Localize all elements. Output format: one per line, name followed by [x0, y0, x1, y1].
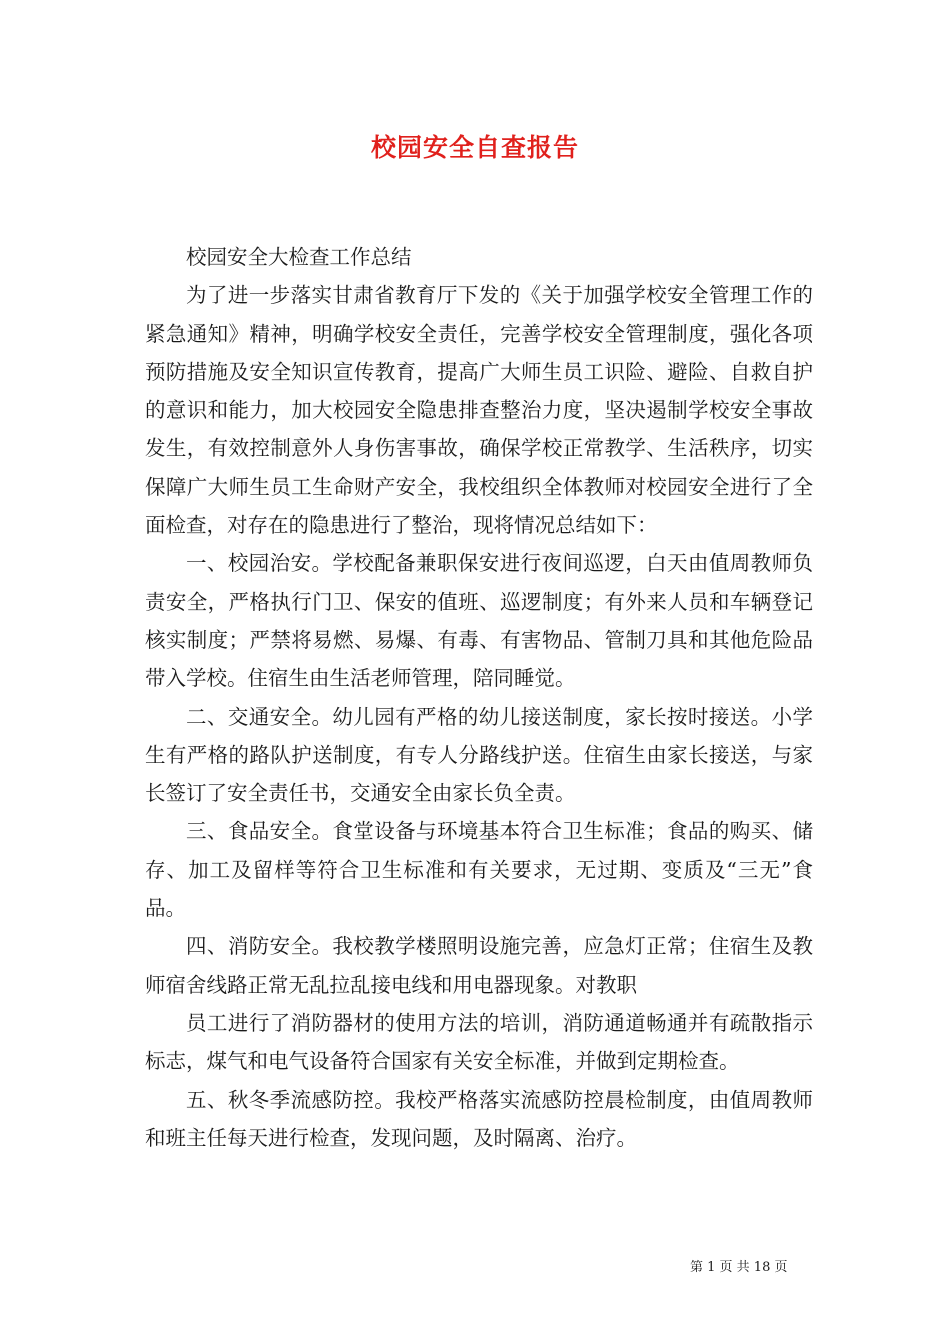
document-body [145, 238, 813, 1157]
paragraph-campus-security: 一、校园治安。学校配备兼职保安进行夜间巡逻，白天由值周教师负责安全，严格执行门卫、保安的值班、巡逻制度；有外来人员和车辆登记核实制度；严禁将易燃、易爆、有毒、有害物品、管制刀具和其他危险品带入学校。住宿生由生活老师管理，陪同睡觉。 [145, 551, 813, 691]
page-number: 第 1 页 共 18 页 [690, 1260, 788, 1275]
document-title: 校园安全自查报告 [370, 133, 579, 162]
paragraph-food-safety: 三、食品安全。食堂设备与环境基本符合卫生标准；食品的购买、储存、加工及留样等符合卫生标准和有关要求，无过期、变质及“三无”食品。 [145, 819, 813, 921]
paragraph-traffic-safety: 二、交通安全。幼儿园有严格的幼儿接送制度，家长按时接送。小学生有严格的路队护送制度，有专人分路线护送。住宿生由家长接送，与家长签订了安全责任书，交通安全由家长负全责。 [145, 704, 813, 806]
document-subtitle: 校园安全大检查工作总结 [186, 245, 412, 269]
paragraph-fire-safety: 四、消防安全。我校教学楼照明设施完善，应急灯正常；住宿生及教师宿舍线路正常无乱拉乱接电线和用电器现象。对教职 [145, 934, 813, 997]
paragraph-fire-safety-continued: 员工进行了消防器材的使用方法的培训，消防通道畅通并有疏散指示标志，煤气和电气设备符合国家有关安全标准，并做到定期检查。 [145, 1010, 813, 1074]
paragraph-flu-prevention: 五、秋冬季流感防控。我校严格落实流感防控晨检制度，由值周教师和班主任每天进行检查，发现问题，及时隔离、治疗。 [145, 1087, 813, 1150]
paragraph-intro: 为了进一步落实甘肃省教育厅下发的《关于加强学校安全管理工作的紧急通知》精神，明确学校安全责任，完善学校安全管理制度，强化各项预防措施及安全知识宣传教育，提高广大师生员工识险、避险、自救自护的意识和能力，加大校园安全隐患排查整治力度，坚决遏制学校安全事故发生，有效控制意外人身伤害事故，确保学校正常教学、生活秩序，切实保障广大师生员工生命财产安全，我校组织全体教师对校园安全进行了全面检查，对存在的隐患进行了整治，现将情况总结如下： [145, 283, 813, 538]
